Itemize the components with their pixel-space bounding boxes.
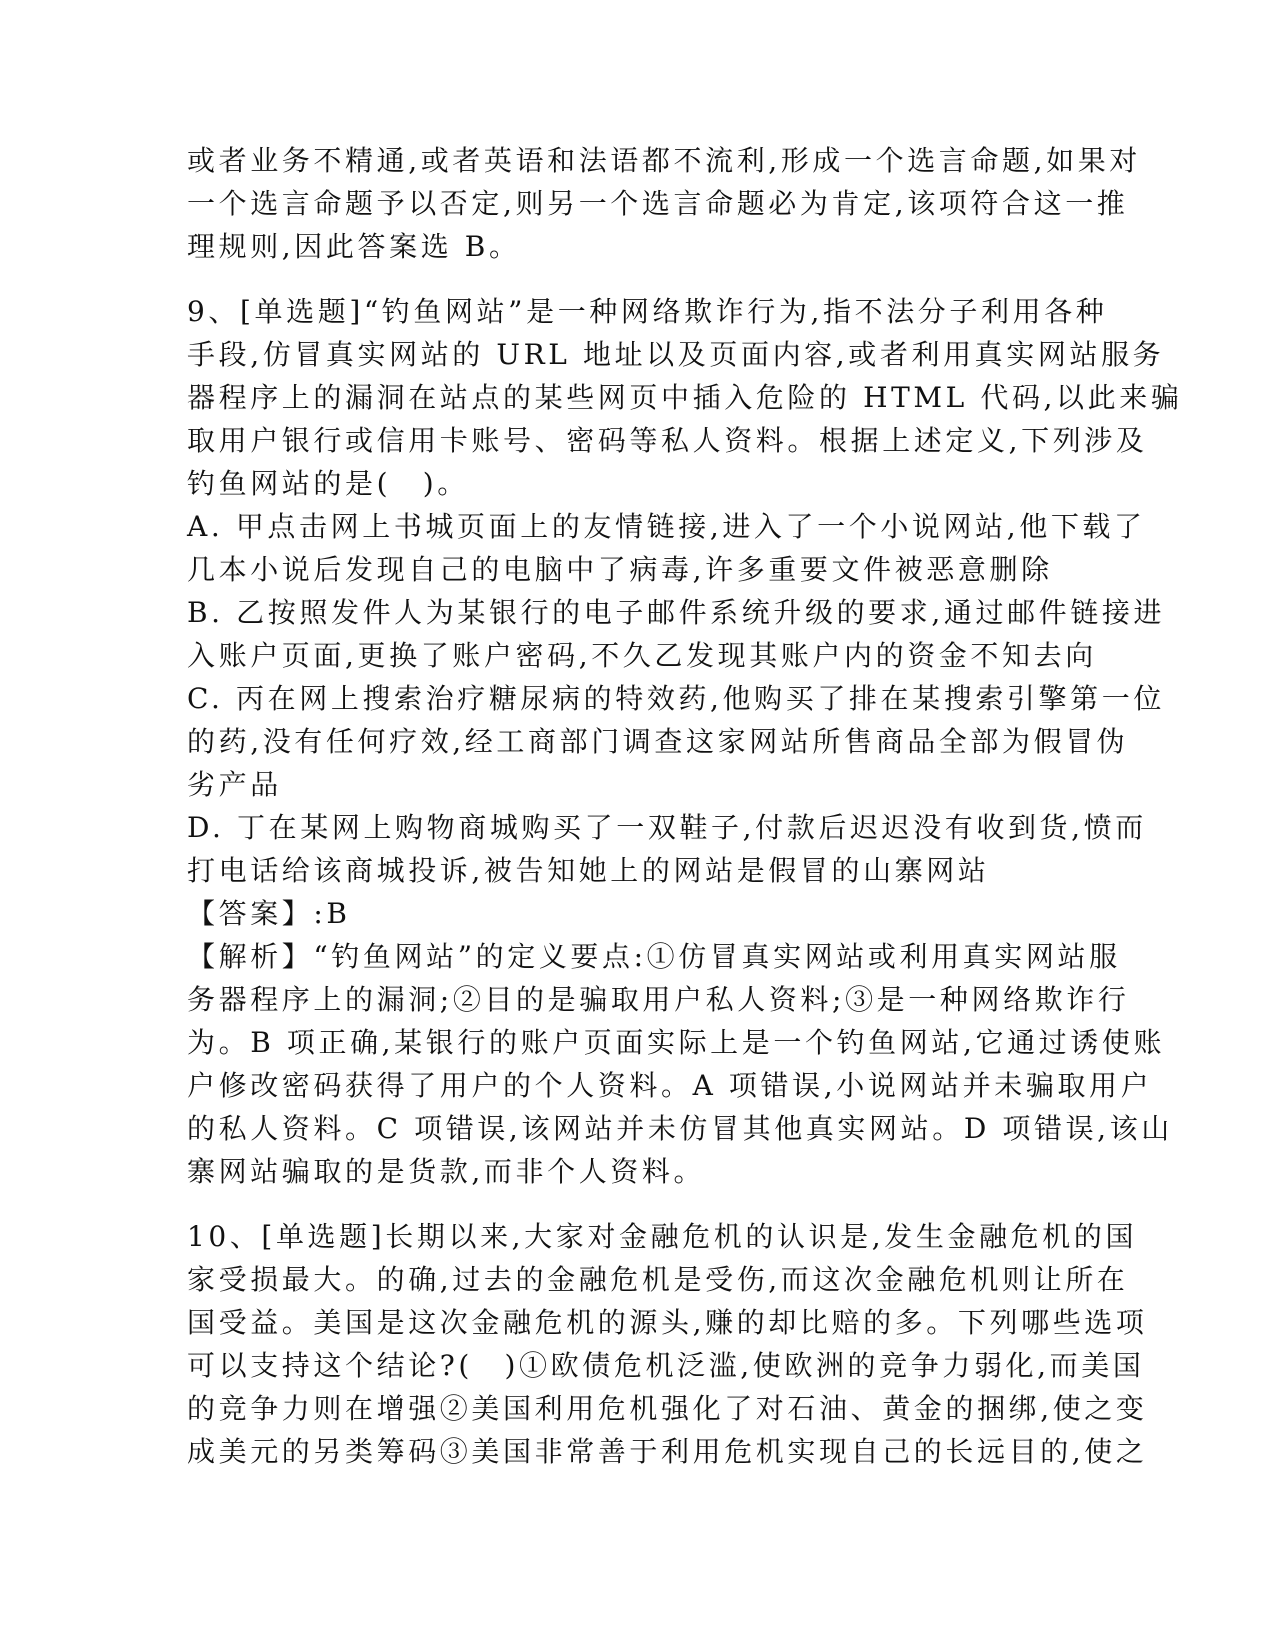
option-c — [187, 677, 1165, 806]
text-line: C. 丙在网上搜索治疗糖尿病的特效药,他购买了排在某搜索引擎第一位 — [187, 682, 1165, 715]
text-line: 国受益。美国是这次金融危机的源头,赚的却比赔的多。下列哪些选项 — [187, 1306, 1148, 1339]
text-line: 一个选言命题予以否定,则另一个选言命题必为肯定,该项符合这一推 — [187, 187, 1129, 220]
question-10-stem — [187, 1215, 1148, 1473]
text-line: 或者业务不精通,或者英语和法语都不流利,形成一个选言命题,如果对 — [187, 144, 1141, 177]
text-line: D. 丁在某网上购物商城购买了一双鞋子,付款后迟迟没有收到货,愤而 — [187, 811, 1147, 844]
text-line: 打电话给该商城投诉,被告知她上的网站是假冒的山寨网站 — [187, 854, 990, 887]
text-line: 可以支持这个结论?( )①欧债危机泛滥,使欧洲的竞争力弱化,而美国 — [187, 1349, 1145, 1382]
text-line: 的私人资料。C 项错误,该网站并未仿冒其他真实网站。D 项错误,该山 — [187, 1112, 1173, 1145]
text-line: 家受损最大。的确,过去的金融危机是受伤,而这次金融危机则让所在 — [187, 1263, 1129, 1296]
document-page — [187, 139, 1183, 1473]
text-line: 的竞争力则在增强②美国利用危机强化了对石油、黄金的捆绑,使之变 — [187, 1392, 1148, 1425]
text-line: 钓鱼网站的是( )。 — [187, 467, 469, 500]
text-line: 的药,没有任何疗效,经工商部门调查这家网站所售商品全部为假冒伪 — [187, 725, 1129, 758]
paragraph-gap — [187, 1193, 1077, 1215]
text-line: A. 甲点击网上书城页面上的友情链接,进入了一个小说网站,他下载了 — [187, 510, 1146, 543]
question-9-stem — [187, 290, 1183, 505]
text-line: 户修改密码获得了用户的个人资料。A 项错误,小说网站并未骗取用户 — [187, 1069, 1153, 1102]
option-a — [187, 505, 1146, 591]
text-line: 成美元的另类筹码③美国非常善于利用危机实现自己的长远目的,使之 — [187, 1435, 1148, 1468]
question-9 — [187, 290, 1183, 1193]
text-line: 入账户页面,更换了账户密码,不久乙发现其账户内的资金不知去向 — [187, 639, 1097, 672]
text-line: 几本小说后发现自己的电脑中了病毒,许多重要文件被恶意删除 — [187, 553, 1053, 586]
text-line: 务器程序上的漏洞;②目的是骗取用户私人资料;③是一种网络欺诈行 — [187, 983, 1130, 1016]
text-line: 劣产品 — [187, 768, 282, 801]
option-b — [187, 591, 1166, 677]
option-d — [187, 806, 1147, 892]
text-line: 【解析】“钓鱼网站”的定义要点:①仿冒真实网站或利用真实网站服 — [187, 940, 1121, 973]
text-line: 为。B 项正确,某银行的账户页面实际上是一个钓鱼网站,它通过诱使账 — [187, 1026, 1166, 1059]
text-line: 取用户银行或信用卡账号、密码等私人资料。根据上述定义,下列涉及 — [187, 424, 1148, 457]
question-10 — [187, 1215, 1148, 1473]
previous-analysis-continuation — [187, 139, 1141, 268]
text-line: 9、[单选题]“钓鱼网站”是一种网络欺诈行为,指不法分子利用各种 — [187, 295, 1108, 328]
text-line: B. 乙按照发件人为某银行的电子邮件系统升级的要求,通过邮件链接进 — [187, 596, 1166, 629]
answer-line: 【答案】:B — [187, 897, 351, 930]
paragraph-gap — [187, 268, 1077, 290]
analysis — [187, 935, 1173, 1193]
text-line: 器程序上的漏洞在站点的某些网页中插入危险的 HTML 代码,以此来骗 — [187, 381, 1183, 414]
text-line: 理规则,因此答案选 B。 — [187, 230, 521, 263]
text-line: 10、[单选题]长期以来,大家对金融危机的认识是,发生金融危机的国 — [187, 1220, 1138, 1253]
text-line: 手段,仿冒真实网站的 URL 地址以及页面内容,或者利用真实网站服务 — [187, 338, 1165, 371]
text-line: 寨网站骗取的是货款,而非个人资料。 — [187, 1155, 706, 1188]
